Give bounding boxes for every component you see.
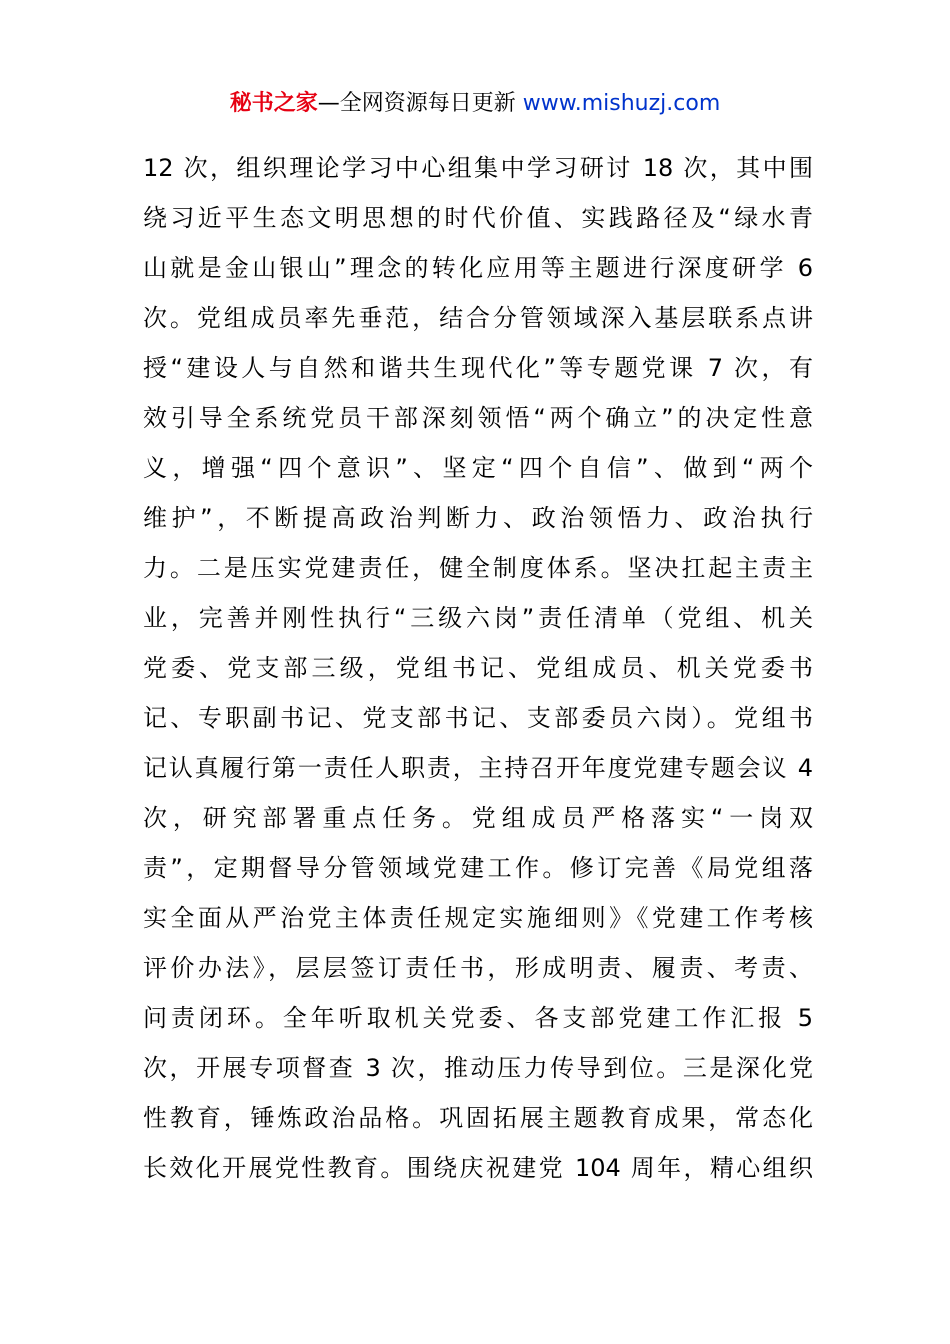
text-line: 党委、党支部三级，党组书记、党组成员、机关党委书: [143, 654, 813, 682]
text-line: 记、专职副书记、党支部书记、支部委员六岗）。党组书: [143, 704, 813, 732]
text-line: 绕习近平生态文明思想的时代价值、实践路径及“绿水青: [143, 204, 813, 232]
text-line: 性教育，锤炼政治品格。巩固拓展主题教育成果，常态化: [143, 1104, 813, 1132]
text-line: 授“建设人与自然和谐共生现代化”等专题党课 7 次，有: [143, 354, 813, 382]
site-name: 秘书之家: [229, 91, 318, 116]
text-line: 业，完善并刚性执行“三级六岗”责任清单（党组、机关: [143, 604, 813, 632]
text-line: 12 次，组织理论学习中心组集中学习研讨 18 次，其中围: [143, 154, 813, 182]
text-line: 次，开展专项督查 3 次，推动压力传导到位。三是深化党: [143, 1054, 813, 1082]
text-line: 评价办法》，层层签订责任书，形成明责、履责、考责、: [143, 954, 813, 982]
site-url[interactable]: www.mishuzj.com: [522, 91, 721, 116]
text-line: 长效化开展党性教育。围绕庆祝建党 104 周年，精心组织: [143, 1154, 813, 1182]
site-tagline: —全网资源每日更新: [317, 91, 516, 116]
text-line: 山就是金山银山”理念的转化应用等主题进行深度研学 6: [143, 254, 813, 282]
text-line: 实全面从严治党主体责任规定实施细则》《党建工作考核: [143, 904, 813, 932]
text-line: 次，研究部署重点任务。党组成员严格落实“一岗双: [143, 804, 813, 832]
text-line: 记认真履行第一责任人职责，主持召开年度党建专题会议 4: [143, 754, 813, 782]
text-line: 维护”，不断提高政治判断力、政治领悟力、政治执行: [143, 504, 813, 532]
text-line: 问责闭环。全年听取机关党委、各支部党建工作汇报 5: [143, 1004, 813, 1032]
text-line: 效引导全系统党员干部深刻领悟“两个确立”的决定性意: [143, 404, 813, 432]
document-body: [143, 143, 813, 1193]
text-line: 义，增强“四个意识”、坚定“四个自信”、做到“两个: [143, 454, 813, 482]
text-line: 力。二是压实党建责任，健全制度体系。坚决扛起主责主: [143, 554, 813, 582]
page-header: [0, 86, 950, 122]
text-line: 责”，定期督导分管领域党建工作。修订完善《局党组落: [143, 854, 813, 882]
text-line: 次。党组成员率先垂范，结合分管领域深入基层联系点讲: [143, 304, 813, 332]
